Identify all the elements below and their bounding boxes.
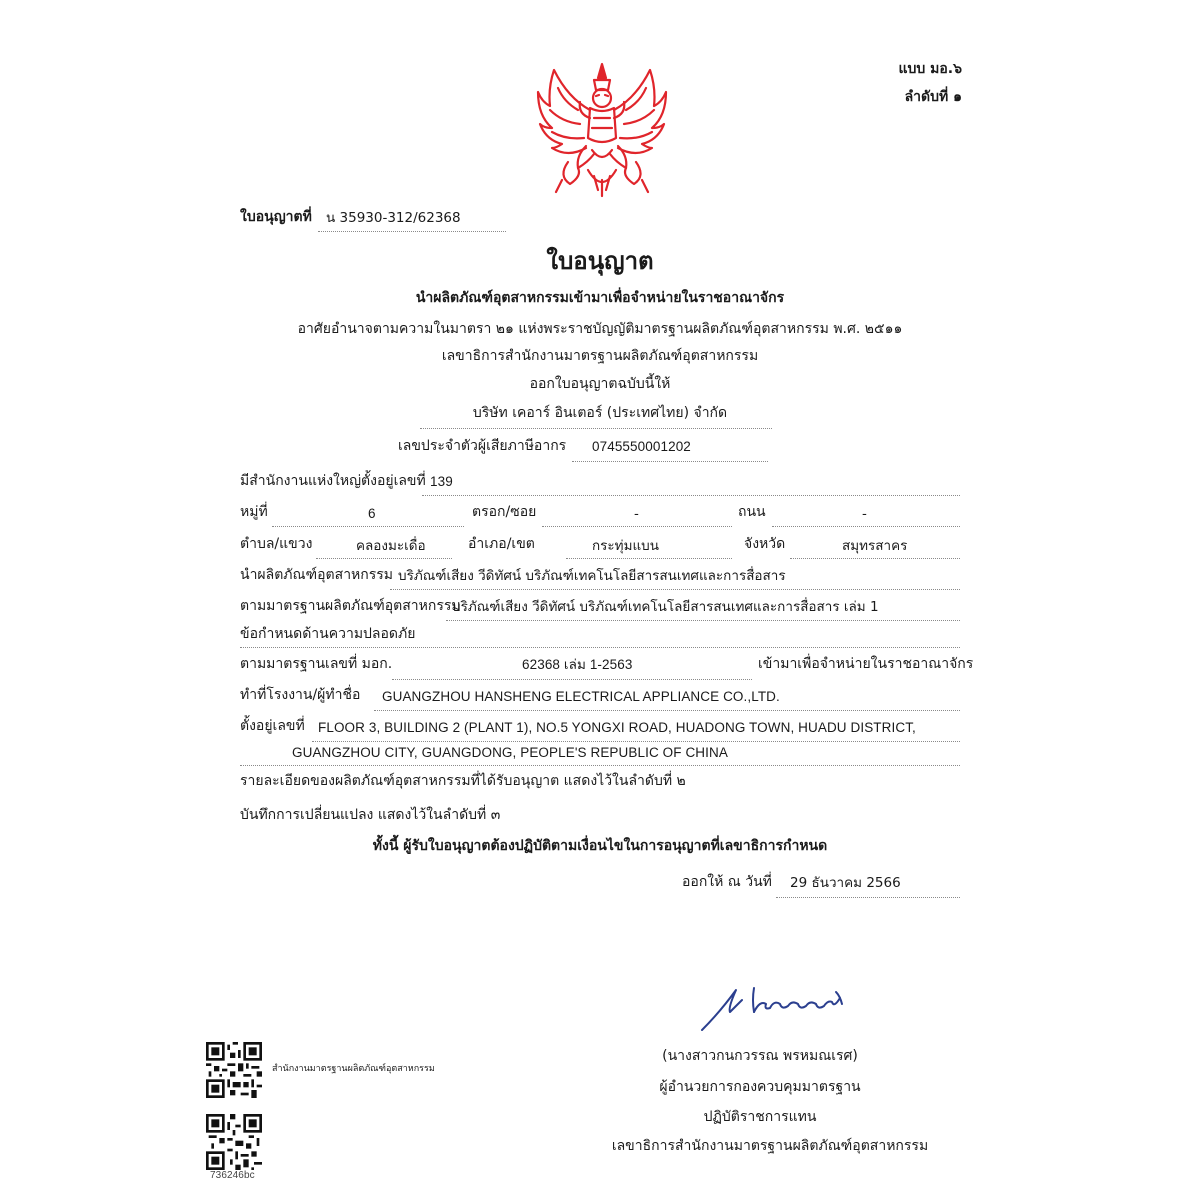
changes-note: บันทึกการเปลี่ยนแปลง แสดงไว้ในลำดับที่ ๓ <box>240 807 501 823</box>
license-no-label: ใบอนุญาตที่ <box>240 209 312 225</box>
form-code: แบบ มอ.๖ <box>898 61 962 77</box>
tax-id-value: 0745550001202 <box>592 439 691 454</box>
preamble-line-2: เลขาธิการสำนักงานมาตรฐานผลิตภัณฑ์อุตสาหกรรม <box>441 348 759 364</box>
signer-for: เลขาธิการสำนักงานมาตรฐานผลิตภัณฑ์อุตสาหกรรม <box>611 1138 929 1154</box>
preamble-line-1: อาศัยอำนาจตามความในมาตรา ๒๑ แห่งพระราชบัญญัติมาตรฐานผลิตภัณฑ์อุตสาหกรรม พ.ศ. ๒๕๑๑ <box>297 321 903 337</box>
province-value: สมุทรสาคร <box>842 538 908 554</box>
standard-no-suffix: เข้ามาเพื่อจำหน่ายในราชอาณาจักร <box>758 656 974 672</box>
soi-label: ตรอก/ซอย <box>472 504 537 520</box>
license-no-value: น 35930-312/62368 <box>326 210 461 226</box>
tambon-line <box>316 558 452 559</box>
condition-text: ทั้งนี้ ผู้รับใบอนุญาตต้องปฏิบัติตามเงื่อนไขในการอนุญาตที่เลขาธิการกำหนด <box>372 838 828 854</box>
details-note: รายละเอียดของผลิตภัณฑ์อุตสาหกรรมที่ได้รับอนุญาต แสดงไว้ในลำดับที่ ๒ <box>240 773 686 789</box>
standard-value: บริภัณฑ์เสียง วีดิทัศน์ บริภัณฑ์เทคโนโลยีสารสนเทศและการสื่อสาร เล่ม 1 <box>452 599 879 615</box>
page-title: ใบอนุญาต <box>546 247 654 275</box>
signer-position: ผู้อำนวยการกองควบคุมมาตรฐาน <box>659 1079 861 1095</box>
signer-name: (นางสาวกนกวรรณ พรหมณเรศ) <box>662 1048 858 1064</box>
factory-addr-line-2: GUANGZHOU CITY, GUANGDONG, PEOPLE'S REPUBLIC OF CHINA <box>292 745 728 760</box>
factory-addr-line-1: FLOOR 3, BUILDING 2 (PLANT 1), NO.5 YONGXI ROAD, HUADONG TOWN, HUADU DISTRICT, <box>318 720 916 735</box>
province-label: จังหวัด <box>744 536 786 552</box>
garuda-emblem <box>528 58 676 200</box>
road-line <box>772 526 960 527</box>
standard-no-value: 62368 เล่ม 1-2563 <box>522 657 633 672</box>
factory-addr-label: ตั้งอยู่เลขที่ <box>240 718 305 734</box>
road-label: ถนน <box>738 504 766 520</box>
amphoe-label: อำเภอ/เขต <box>468 536 535 552</box>
standard-line-2: ข้อกำหนดด้านความปลอดภัย <box>240 626 416 642</box>
soi-value: - <box>634 506 639 522</box>
factory-addr-rule-1 <box>312 741 960 742</box>
standard-no-label: ตามมาตรฐานเลขที่ มอก. <box>240 656 393 672</box>
head-office-label: มีสำนักงานแห่งใหญ่ตั้งอยู่เลขที่ <box>240 473 426 489</box>
head-office-line <box>422 495 960 496</box>
company-line <box>420 428 772 429</box>
moo-value: 6 <box>368 506 376 521</box>
soi-line <box>542 526 732 527</box>
issued-value: 29 ธันวาคม 2566 <box>790 875 901 891</box>
company-name: บริษัท เคอาร์ อินเตอร์ (ประเทศไทย) จำกัด <box>472 405 728 421</box>
amphoe-value: กระทุ่มแบน <box>592 538 659 554</box>
qr-office-text: สำนักงานมาตรฐานผลิตภัณฑ์อุตสาหกรรม <box>272 1064 435 1074</box>
tambon-value: คลองมะเดื่อ <box>356 538 426 554</box>
product-label: นำผลิตภัณฑ์อุตสาหกรรม <box>240 567 394 583</box>
standard-label: ตามมาตรฐานผลิตภัณฑ์อุตสาหกรรม <box>240 598 461 614</box>
tax-id-label: เลขประจำตัวผู้เสียภาษีอากร <box>398 438 567 454</box>
subtitle: นำผลิตภัณฑ์อุตสาหกรรมเข้ามาเพื่อจำหน่ายในราชอาณาจักร <box>415 290 785 306</box>
road-value: - <box>862 506 867 522</box>
tambon-label: ตำบล/แขวง <box>240 536 313 552</box>
product-line <box>390 589 960 590</box>
moo-line <box>272 526 464 527</box>
amphoe-line <box>566 558 732 559</box>
issued-line <box>776 897 960 898</box>
qr-code-bottom[interactable] <box>206 1114 262 1170</box>
qr-code-top[interactable] <box>206 1042 262 1098</box>
factory-label: ทำที่โรงงาน/ผู้ทำชื่อ <box>240 687 361 703</box>
province-line <box>790 558 960 559</box>
tax-id-line <box>572 461 768 462</box>
license-no-line <box>318 231 506 232</box>
preamble-line-3: ออกใบอนุญาตฉบับนี้ให้ <box>529 376 671 392</box>
signer-acting: ปฏิบัติราชการแทน <box>703 1109 817 1125</box>
factory-value: GUANGZHOU HANSHENG ELECTRICAL APPLIANCE CO.,LTD. <box>382 689 780 704</box>
factory-addr-rule-2 <box>240 765 960 766</box>
standard-no-line <box>392 679 752 680</box>
issued-label: ออกให้ ณ วันที่ <box>682 874 772 890</box>
head-office-value: 139 <box>430 474 453 489</box>
handwritten-signature <box>696 982 856 1034</box>
qr-code-text: 736246bc <box>210 1170 255 1181</box>
moo-label: หมู่ที่ <box>240 504 268 520</box>
form-order: ลำดับที่ ๑ <box>904 89 962 105</box>
factory-line <box>374 710 960 711</box>
standard-line2-rule <box>240 647 960 648</box>
product-value: บริภัณฑ์เสียง วีดิทัศน์ บริภัณฑ์เทคโนโลยีสารสนเทศและการสื่อสาร <box>398 568 786 584</box>
standard-line <box>446 620 960 621</box>
